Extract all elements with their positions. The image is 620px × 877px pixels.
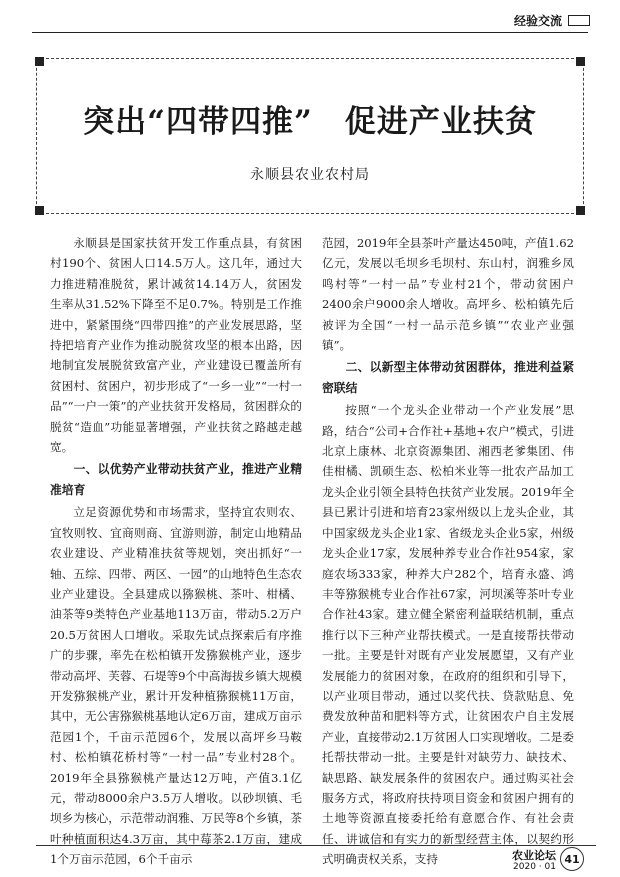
frame-corner [576,206,585,215]
section-name: 经验交流 [513,14,562,28]
footer-rule [36,845,596,846]
frame-corner [576,57,585,66]
page-number: 41 [560,847,584,871]
paragraph: 按照“一个龙头企业带动一个产业发展”思路，结合“公司+合作社+基地+农户”模式，引进北京上康林、北京资源集团、湘西老爹集团、伟佳柑橘、凯硕生态、松柏米业等一批农产品加工龙头企业引领全县特色扶贫产业发展。2019年全县已累计引进和培育23家州级以上龙头企业，其中国家级龙头企业1家、省级龙头企业5家，州级龙头企业17家，发展种养专业合作社954家，家庭农场333家，种养大户282个，培育永盛、鸿丰等猕猴桃专业合作社67家，河坝溪等茶叶专业合作社43家。建立健全紧密利益联结机制，重点推行以下三种产业帮扶模式。一是直接帮扶带动一批。主要是针对既有产业发展愿望，又有产业发展能力的贫困对象，在政府的组织和引导下，以产业项目带动，通过以奖代扶、贷款贴息、免费发放种苗和肥料等方式，让贫困农户自主发展产业，直接带动2.1万贫困人口实现增收。二是委托帮扶带动一批。主要是针对缺劳力、缺技术、缺思路、缺发展条件的贫困农户。通过购买社会服务方式，将政府扶持项目资金和贫困户拥有的土地等资源直接委托给有意愿合作、有社会责任、讲诚信和有实力的新型经营主体，以契约形式明确责权关系，支持 [322,403,574,867]
section-heading: 二、以新型主体带动贫困群体，推进利益紧密联结 [322,360,574,395]
journal-name: 农业论坛 [512,849,556,862]
section-box-decoration [568,15,590,26]
header-rule [32,32,588,33]
paragraph-continued: 范园，2019年全县茶叶产量达450吨，产值1.62亿元，发展以毛坝乡毛坝村、东山村，润雅乡凤鸣村等“一村一品”专业村21个，带动贫困户2400余户9000余人增收。高坪乡、松柏镇先后被评为全国“一村一品示范乡镇”“农业产业强镇”。 [322,236,574,353]
frame-corner [35,57,44,66]
paragraph: 永顺县是国家扶贫开发工作重点县，有贫困村190个、贫困人口14.5万人。这几年，通过大力推进精准脱贫，累计减贫14.14万人，贫困发生率从31.52%下降至不足0.7%。特别是工作推进中，紧紧围绕“四带四推”的产业发展思路，坚持把培育产业作为推动脱贫攻坚的根本出路，因地制宜发展脱贫致富产业，产业建设已覆盖所有贫困村、贫困户，初步形成了“一乡一业”“一村一品”“一户一策”的产业扶贫开发格局，贫困群众的脱贫“造血”功能显著增强，产业扶贫之路越走越宽。 [50,236,302,455]
article-title: 突出“四带四推” 促进产业扶贫 [83,104,537,140]
article-author: 永顺县农业农村局 [250,167,370,183]
frame-corner [35,206,44,215]
left-column [50,233,302,867]
journal-issue: 2020 · 01 [513,862,556,872]
section-heading: 一、以优势产业带动扶贫产业，推进产业精准培育 [50,462,302,497]
paragraph: 立足资源优势和市场需求，坚持宜农则农、宜牧则牧、宜商则商、宜游则游，制定山地精品农业建设、产业精准扶贫等规划，突出抓好“一轴、五综、四带、两区、一园”的山地特色生态农业产业建设。全县建成以猕猴桃、茶叶、柑橘、油茶等9类特色产业基地113万亩，带动5.2万户20.5万贫困人口增收。采取先试点探索后有序推广的步骤，率先在松柏镇开发猕猴桃产业，逐步带动高坪、芙蓉、石堤等9个中高海拔乡镇大规模开发猕猴桃产业，累计开发种植猕猴桃11万亩，其中，无公害猕猴桃基地认定6万亩，建成万亩示范园1个，千亩示范园6个，发展以高坪乡马鞍村、松柏镇花桥村等“一村一品”专业村28个。2019年全县猕猴桃产量达12万吨，产值3.1亿元，带动8000余户3.5万人增收。以砂坝镇、毛坝乡为核心，示范带动润雅、万民等8个乡镇，茶叶种植面积达4.3万亩，其中莓茶2.1万亩，建成1个万亩示范园，6个千亩示 [50,505,302,867]
footer-journal [470,849,556,873]
section-tag [514,12,590,29]
